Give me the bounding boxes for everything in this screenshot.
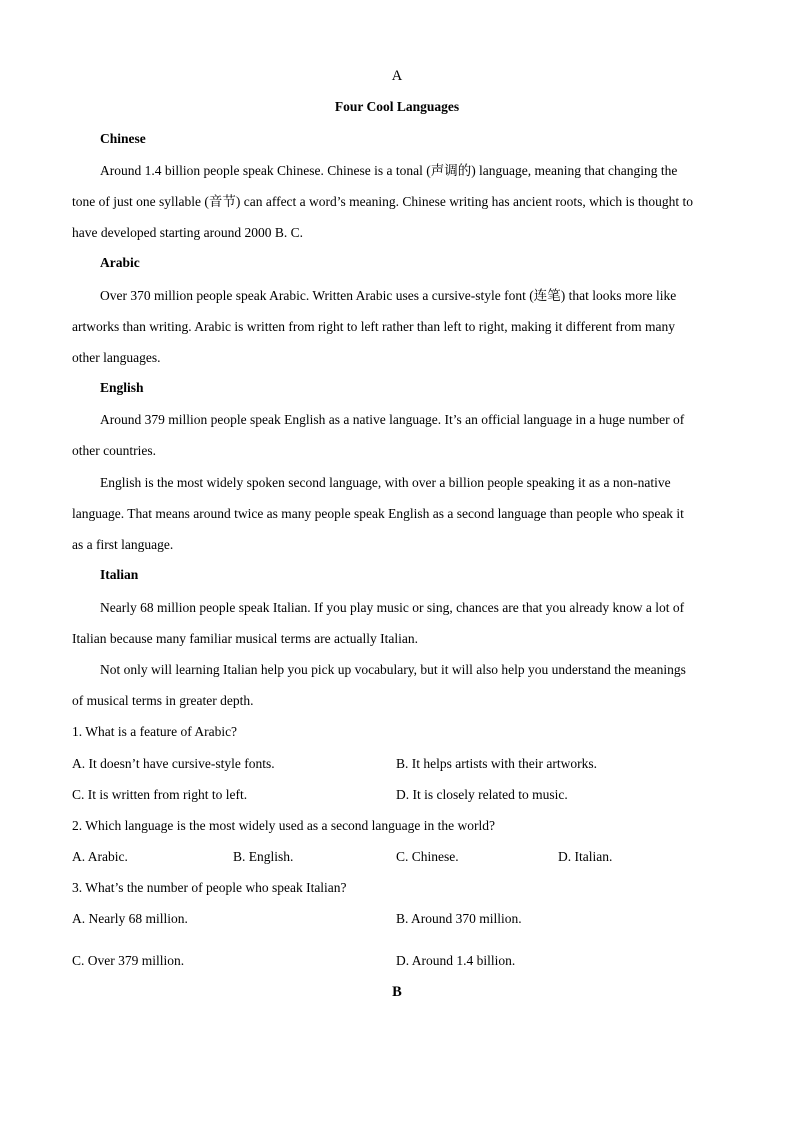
question-2-option-c: C. Chinese. [396, 849, 459, 864]
chinese-heading: Chinese [100, 131, 146, 146]
question-3-option-a: A. Nearly 68 million. [72, 911, 188, 926]
question-1-option-b: B. It helps artists with their artworks. [396, 756, 597, 771]
arabic-heading: Arabic [100, 255, 140, 270]
english-p1-line-2: other countries. [72, 443, 156, 458]
italian-p1-line-1: Nearly 68 million people speak Italian. If you play music or sing, chances are that you already know a lot of [100, 600, 685, 615]
chinese-line-3: have developed starting around 2000 B. C. [72, 225, 303, 240]
question-2-stem: 2. Which language is the most widely used as a second language in the world? [72, 818, 496, 833]
question-1-option-d: D. It is closely related to music. [396, 787, 568, 802]
passage-title: Four Cool Languages [334, 99, 460, 114]
question-1-stem: 1. What is a feature of Arabic? [72, 724, 238, 739]
question-3-option-c: C. Over 379 million. [72, 953, 185, 968]
question-3-option-d: D. Around 1.4 billion. [396, 953, 516, 968]
chinese-line-1: Around 1.4 billion people speak Chinese. Chinese is a tonal (声调的) language, meaning that changing the [100, 163, 678, 178]
question-2-option-d: D. Italian. [558, 849, 613, 864]
arabic-line-2: artworks than writing. Arabic is written from right to left rather than left to right, making it different from many [72, 319, 675, 334]
question-2-option-b: B. English. [233, 849, 294, 864]
italian-p2-line-2: of musical terms in greater depth. [72, 693, 254, 708]
english-p1-line-1: Around 379 million people speak English as a native language. It’s an official language in a huge number of [100, 412, 685, 427]
arabic-line-1: Over 370 million people speak Arabic. Written Arabic uses a cursive-style font (连笔) that looks more like [100, 288, 677, 303]
section-b-label: B [392, 984, 402, 1000]
english-p2-line-2: language. That means around twice as many people speak English as a second language than people who speak it [72, 506, 684, 521]
english-heading: English [100, 380, 144, 395]
question-1-option-c: C. It is written from right to left. [72, 787, 248, 802]
question-2-option-a: A. Arabic. [72, 849, 128, 864]
question-3-option-b: B. Around 370 million. [396, 911, 522, 926]
question-3-stem: 3. What’s the number of people who speak Italian? [72, 880, 347, 895]
arabic-line-3: other languages. [72, 350, 161, 365]
chinese-line-2: tone of just one syllable (音节) can affect a word’s meaning. Chinese writing has ancient roots, which is thought to [72, 194, 693, 209]
section-a-label: A [391, 68, 403, 84]
question-1-option-a: A. It doesn’t have cursive-style fonts. [72, 756, 275, 771]
italian-p2-line-1: Not only will learning Italian help you pick up vocabulary, but it will also help you understand the meanings [100, 662, 686, 677]
english-p2-line-3: as a first language. [72, 537, 174, 552]
italian-heading: Italian [100, 567, 139, 582]
italian-p1-line-2: Italian because many familiar musical terms are actually Italian. [72, 631, 418, 646]
english-p2-line-1: English is the most widely spoken second language, with over a billion people speaking it as a non-native [100, 475, 671, 490]
